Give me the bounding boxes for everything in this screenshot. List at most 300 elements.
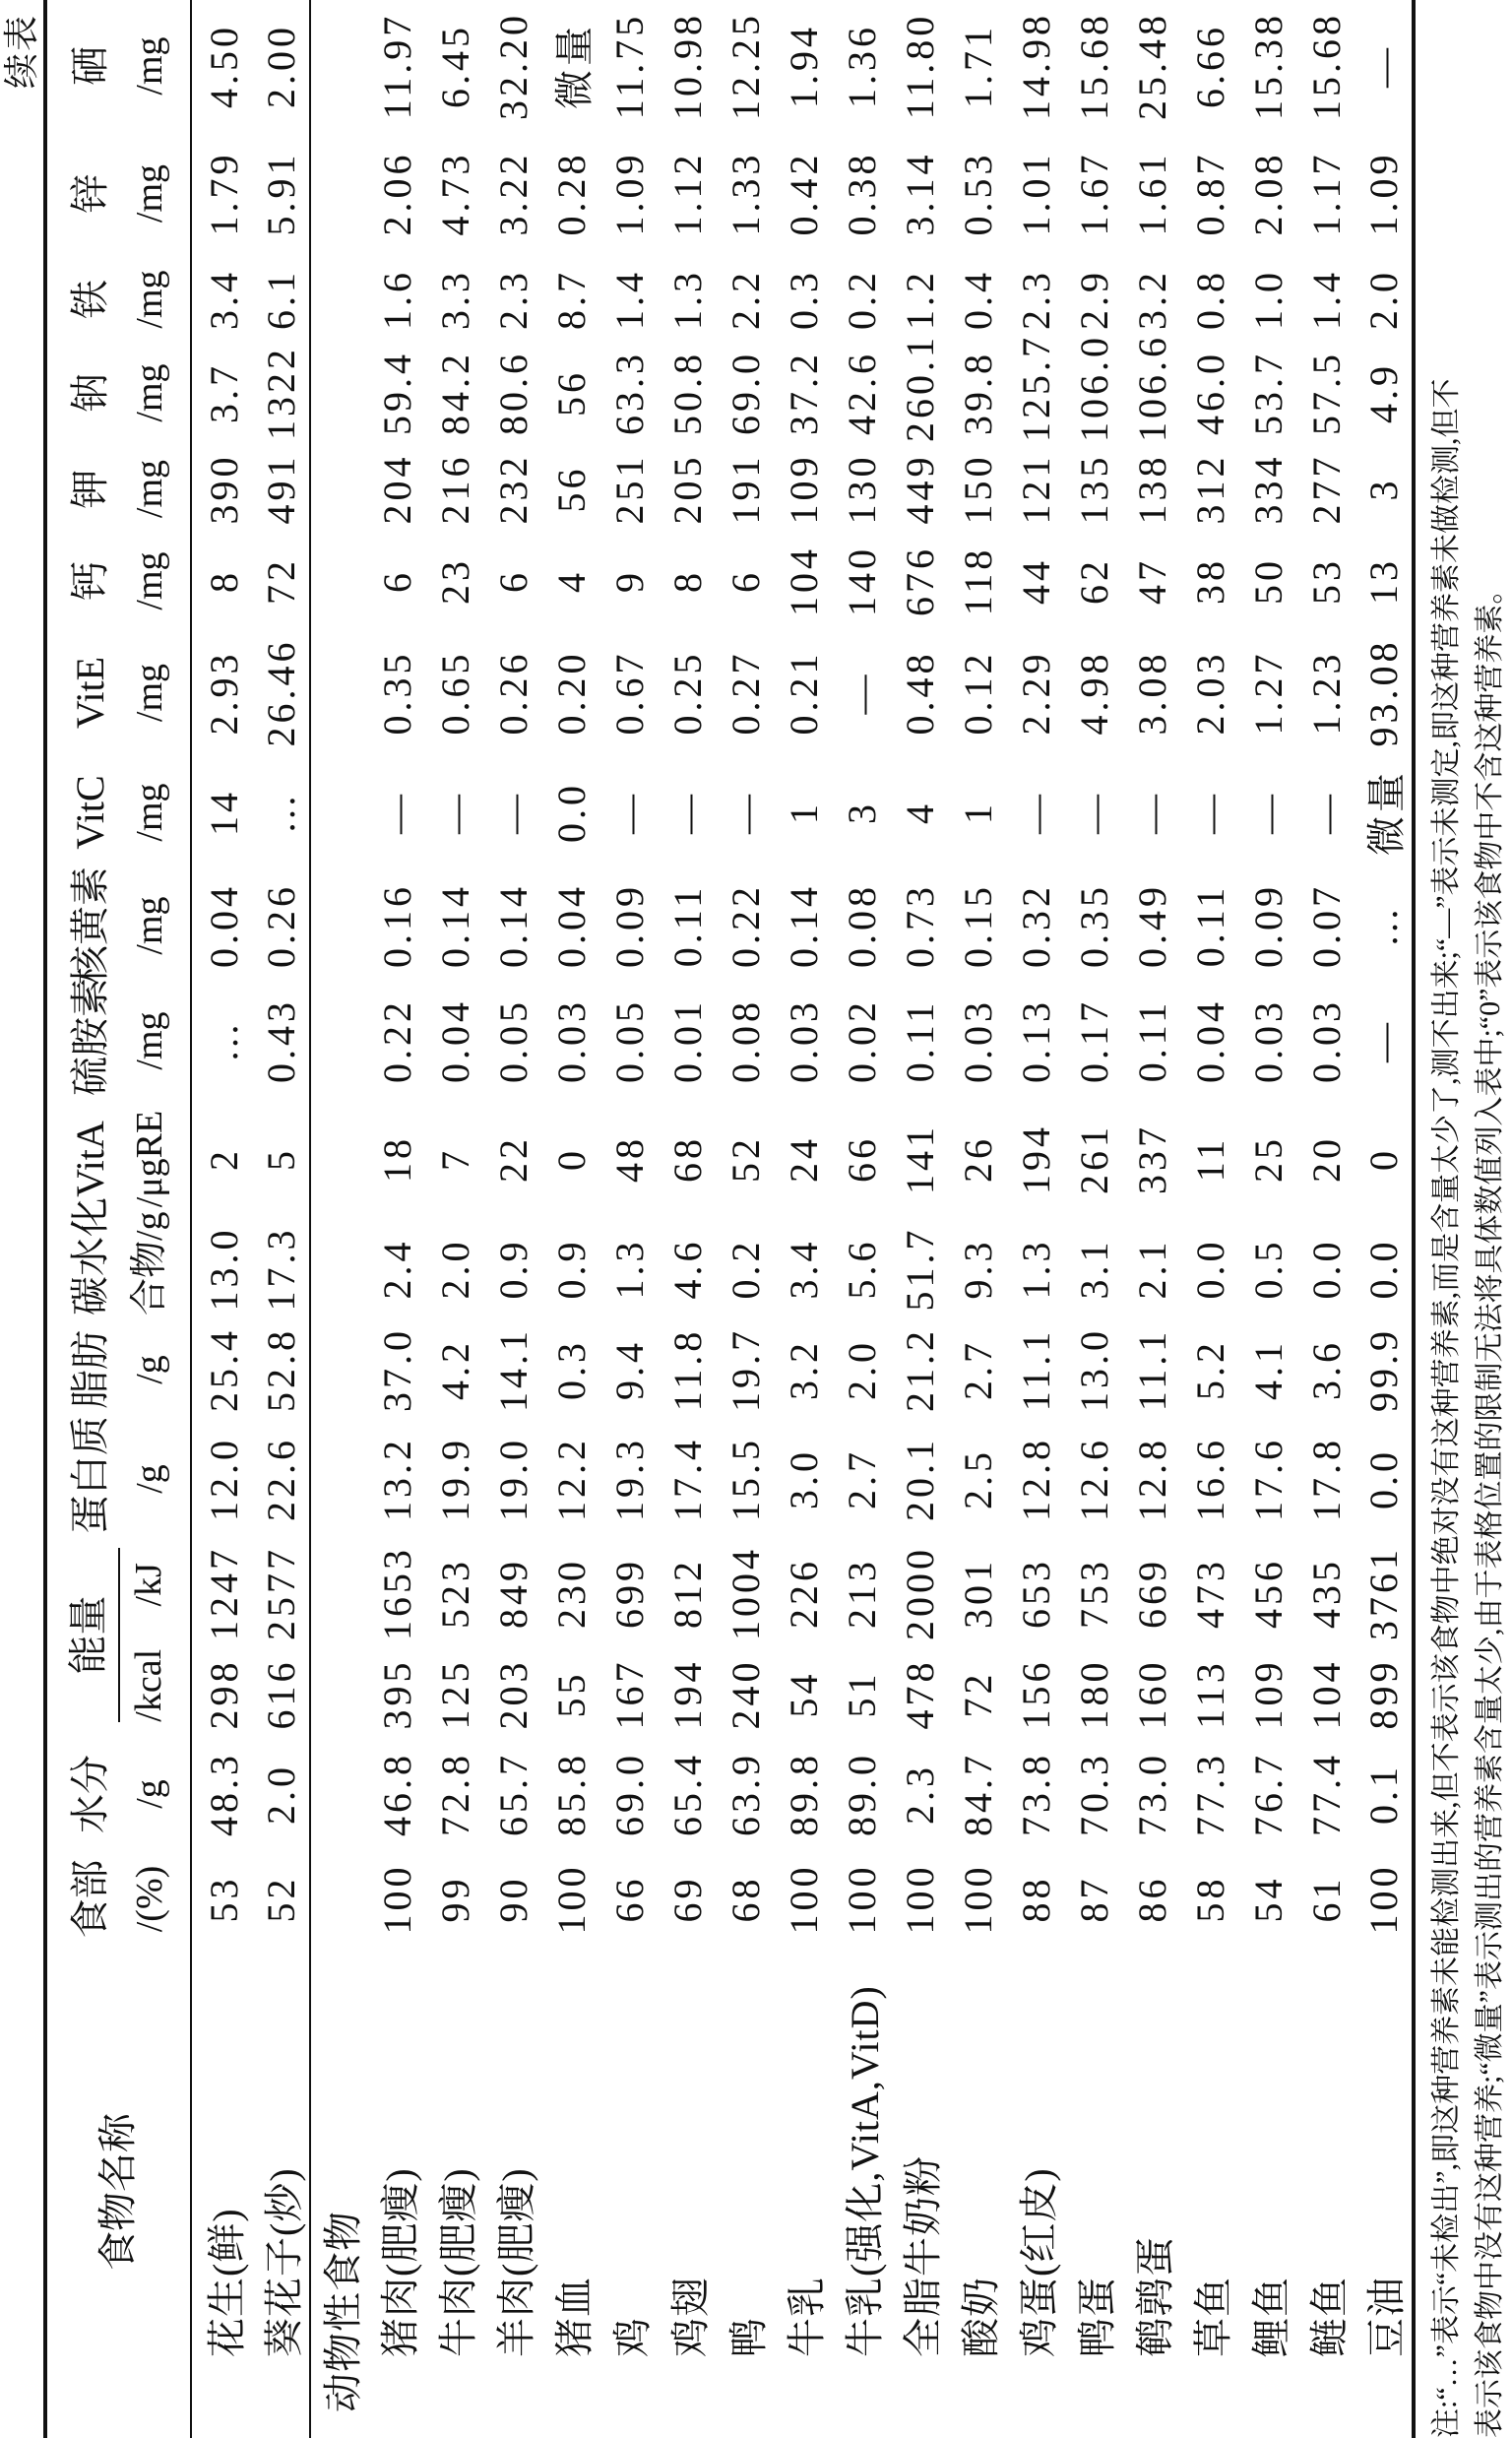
table-row bbox=[1007, 0, 1065, 2438]
table-cell: 0.9 bbox=[491, 1238, 536, 1300]
col-header-label: 能量 bbox=[59, 1548, 120, 1722]
table-cell: 194 bbox=[665, 1658, 710, 1730]
table-cell: — bbox=[1361, 44, 1406, 88]
col-header-unit: 合物/g bbox=[128, 1211, 170, 1315]
table-cell: 2.7 bbox=[840, 1448, 884, 1509]
table-cell: 72 bbox=[956, 1670, 1000, 1718]
table-cell: 0.26 bbox=[491, 650, 536, 736]
col-header-钙 bbox=[45, 536, 191, 626]
table-cell: 19.3 bbox=[607, 1437, 652, 1521]
col-header-unit: /mg bbox=[128, 1011, 170, 1070]
table-cell: 226 bbox=[782, 1558, 826, 1629]
table-row bbox=[600, 0, 659, 2438]
table-cell: 1.01 bbox=[1014, 151, 1058, 236]
table-cell: 0.14 bbox=[782, 883, 826, 968]
table-cell: 2.5 bbox=[956, 1448, 1000, 1509]
table-cell: 48 bbox=[607, 1135, 652, 1183]
table-cell: 13.0 bbox=[202, 1226, 246, 1312]
table-cell: 11.97 bbox=[375, 12, 419, 120]
table-row bbox=[833, 0, 891, 2438]
table-cell: 53 bbox=[1304, 557, 1349, 605]
table-cell: 15.68 bbox=[1072, 12, 1116, 120]
col-header-unit: /kcal bbox=[127, 1648, 169, 1722]
table-cell: 19.0 bbox=[491, 1437, 536, 1521]
table-cell: 65.7 bbox=[491, 1752, 536, 1836]
table-cell: 20 bbox=[1304, 1135, 1349, 1183]
col-header-label: VitC bbox=[67, 775, 112, 850]
table-cell: 2.3 bbox=[491, 269, 536, 330]
table-cell: 1.61 bbox=[1130, 151, 1174, 236]
table-cell: 32.20 bbox=[491, 12, 536, 120]
table-row bbox=[484, 0, 542, 2438]
table-cell: 0.02 bbox=[840, 998, 884, 1083]
table-cell: 0.3 bbox=[782, 269, 826, 330]
table-row bbox=[775, 0, 833, 2438]
table-cell: 104 bbox=[1304, 1658, 1349, 1730]
table-cell: 150 bbox=[956, 453, 1000, 525]
table-cell: 6 bbox=[724, 569, 768, 593]
table-cell: 63.9 bbox=[724, 1752, 768, 1836]
table-cell: 130 bbox=[840, 453, 884, 525]
col-header-label: 碳水化 bbox=[67, 1197, 112, 1315]
table-cell: 18 bbox=[375, 1135, 419, 1183]
table-cell: 2.03 bbox=[1188, 650, 1232, 736]
table-cell: 3.4 bbox=[202, 269, 246, 330]
table-cell: 80.6 bbox=[491, 351, 536, 435]
section-row bbox=[310, 0, 368, 2438]
table-cell: 14 bbox=[202, 789, 246, 836]
table-cell: 0.03 bbox=[549, 998, 594, 1083]
table-cell: 12.6 bbox=[1072, 1437, 1116, 1521]
table-cell: 8.7 bbox=[549, 269, 594, 330]
table-cell: 0.4 bbox=[956, 269, 1000, 330]
table-cell: 106.6 bbox=[1130, 334, 1174, 442]
table-cell: 298 bbox=[202, 1658, 246, 1730]
table-cell: 37.2 bbox=[782, 351, 826, 435]
col-header-unit: /(%) bbox=[128, 1865, 170, 1933]
table-cell: 100 bbox=[840, 1863, 884, 1935]
table-cell: 1.12 bbox=[665, 151, 710, 236]
table-cell: — bbox=[1304, 791, 1349, 834]
table-cell: 0.2 bbox=[840, 269, 884, 330]
table-cell: 2000 bbox=[898, 1546, 942, 1640]
table-cell: 46.8 bbox=[375, 1752, 419, 1836]
header-row bbox=[45, 0, 191, 2438]
table-cell: 2.3 bbox=[1014, 269, 1058, 330]
table-cell: 0.2 bbox=[724, 1238, 768, 1300]
table-cell: 99.9 bbox=[1361, 1327, 1406, 1412]
col-header-label: 核黄素 bbox=[67, 866, 112, 985]
table-cell: 1.3 bbox=[607, 1238, 652, 1300]
table-cell: 194 bbox=[1014, 1123, 1058, 1194]
food-name: 草鱼 bbox=[1191, 2277, 1235, 2357]
table-cell: 17.4 bbox=[665, 1437, 710, 1521]
table-cell: 3.14 bbox=[898, 151, 942, 236]
table-cell: 1.94 bbox=[782, 24, 826, 108]
table-cell: — bbox=[1130, 791, 1174, 834]
table-cell: 89.8 bbox=[782, 1752, 826, 1836]
table-cell: 2.00 bbox=[258, 24, 303, 108]
table-cell: 3.4 bbox=[782, 1238, 826, 1300]
table-cell: 15.68 bbox=[1304, 12, 1349, 120]
table-cell: 53.7 bbox=[1246, 351, 1291, 435]
col-header-unit: /g bbox=[128, 1779, 170, 1809]
continued-table-label: 续表 bbox=[2, 14, 41, 90]
table-cell: — bbox=[375, 791, 419, 834]
col-header-label: 锌 bbox=[67, 173, 112, 214]
col-header-unit: /mg bbox=[128, 36, 170, 96]
table-cell: 22 bbox=[491, 1135, 536, 1183]
table-cell: 2.0 bbox=[1361, 269, 1406, 330]
table-cell: 0.53 bbox=[956, 151, 1000, 236]
table-cell: — bbox=[491, 791, 536, 834]
table-cell: 0 bbox=[549, 1147, 594, 1171]
table-cell: 12.8 bbox=[1130, 1437, 1174, 1521]
table-cell: 39.8 bbox=[956, 351, 1000, 435]
col-header-蛋白质 bbox=[45, 1416, 191, 1534]
table-cell: 73.8 bbox=[1014, 1752, 1058, 1836]
food-name: 猪肉(肥瘦) bbox=[378, 2167, 422, 2357]
table-cell: 0.73 bbox=[898, 883, 942, 968]
table-cell: 0.08 bbox=[840, 883, 884, 968]
table-cell: 456 bbox=[1246, 1558, 1291, 1629]
table-cell: 0.03 bbox=[1304, 998, 1349, 1083]
table-cell: 52 bbox=[724, 1135, 768, 1183]
table-cell: 11.1 bbox=[1130, 1327, 1174, 1412]
table-cell: 77.3 bbox=[1188, 1752, 1232, 1836]
table-cell: — bbox=[607, 791, 652, 834]
table-cell: 699 bbox=[607, 1558, 652, 1629]
table-cell: 37.0 bbox=[375, 1327, 419, 1412]
table-cell: 0.0 bbox=[549, 782, 594, 843]
table-cell: 1.09 bbox=[1361, 151, 1406, 236]
table-cell: 2.1 bbox=[1130, 1238, 1174, 1300]
table-cell: 58 bbox=[1188, 1875, 1232, 1923]
table-cell: 100 bbox=[549, 1863, 594, 1935]
table-cell: 3 bbox=[1361, 477, 1406, 501]
table-cell: 167 bbox=[607, 1658, 652, 1730]
col-header-铁 bbox=[45, 255, 191, 344]
table-row bbox=[891, 0, 949, 2438]
table-row bbox=[659, 0, 717, 2438]
col-header-label: 铁 bbox=[67, 280, 112, 319]
table-cell: 1.36 bbox=[840, 24, 884, 108]
table-cell: 0.05 bbox=[607, 998, 652, 1083]
col-header-unit: /mg bbox=[128, 363, 170, 422]
table-cell: 0.22 bbox=[375, 998, 419, 1083]
table-cell: 8 bbox=[202, 569, 246, 593]
col-header-unit: /mg bbox=[128, 551, 170, 610]
table-cell: 100 bbox=[375, 1863, 419, 1935]
food-name: 鲢鱼 bbox=[1307, 2277, 1352, 2357]
table-cell: 216 bbox=[433, 453, 477, 525]
table-cell: 0.03 bbox=[782, 998, 826, 1083]
table-cell: 337 bbox=[1130, 1123, 1174, 1194]
col-header-钠 bbox=[45, 344, 191, 442]
table-cell: 106.0 bbox=[1072, 334, 1116, 442]
table-cell: 100 bbox=[1361, 1863, 1406, 1935]
table-cell: 0.03 bbox=[1246, 998, 1291, 1083]
table-cell: 0.1 bbox=[1361, 1764, 1406, 1825]
table-cell: 86 bbox=[1130, 1875, 1174, 1923]
table-cell: 1004 bbox=[724, 1546, 768, 1640]
table-cell: — bbox=[724, 791, 768, 834]
table-row bbox=[542, 0, 600, 2438]
table-cell: 66 bbox=[840, 1135, 884, 1183]
table-cell: 0.16 bbox=[375, 883, 419, 968]
table-cell: 0.04 bbox=[433, 998, 477, 1083]
table-cell: 55 bbox=[549, 1670, 594, 1718]
table-cell: 301 bbox=[956, 1558, 1000, 1629]
table-row bbox=[1123, 0, 1181, 2438]
col-header-食物名称 bbox=[45, 1946, 191, 2438]
table-cell: — bbox=[1246, 791, 1291, 834]
table-cell: 52 bbox=[258, 1875, 303, 1923]
table-cell: 2 bbox=[202, 1147, 246, 1171]
table-cell: 1.2 bbox=[898, 269, 942, 330]
table-cell: 50 bbox=[1246, 557, 1291, 605]
table-cell: 1 bbox=[782, 801, 826, 824]
table-cell: 2.0 bbox=[840, 1339, 884, 1400]
col-header-label: 蛋白质 bbox=[67, 1416, 112, 1534]
table-cell: 0.14 bbox=[491, 883, 536, 968]
table-cell: 48.3 bbox=[202, 1752, 246, 1836]
table-cell: 0.11 bbox=[665, 883, 710, 968]
table-cell: 3 bbox=[840, 801, 884, 824]
col-header-锌 bbox=[45, 132, 191, 255]
table-cell: 0 bbox=[1361, 1147, 1406, 1171]
table-cell: 4.98 bbox=[1072, 650, 1116, 736]
col-header-label: VitE bbox=[67, 656, 112, 730]
table-cell: 0.09 bbox=[607, 883, 652, 968]
table-cell: 449 bbox=[898, 453, 942, 525]
col-header-能量 bbox=[45, 1534, 191, 1736]
table-cell: 5.6 bbox=[840, 1238, 884, 1300]
col-header-unit: /g bbox=[128, 1464, 170, 1494]
table-cell: 435 bbox=[1304, 1558, 1349, 1629]
table-cell: 0.09 bbox=[1246, 883, 1291, 968]
table-cell: 0.28 bbox=[549, 151, 594, 236]
col-header-碳水化 bbox=[45, 1197, 191, 1315]
table-cell: 1.79 bbox=[202, 151, 246, 236]
col-header-label: 脂肪 bbox=[67, 1330, 112, 1409]
table-cell: 11.8 bbox=[665, 1327, 710, 1412]
table-cell: 93.08 bbox=[1361, 638, 1406, 747]
table-cell: 66 bbox=[607, 1875, 652, 1923]
table-cell: 46.0 bbox=[1188, 351, 1232, 435]
table-cell: 240 bbox=[724, 1658, 768, 1730]
table-cell: 12.25 bbox=[724, 12, 768, 120]
table-cell: 0.27 bbox=[724, 650, 768, 736]
table-cell: 3.2 bbox=[1130, 269, 1174, 330]
table-cell: … bbox=[202, 1019, 246, 1062]
table-row bbox=[1239, 0, 1297, 2438]
table-cell: 2.0 bbox=[258, 1764, 303, 1825]
table-row bbox=[1355, 0, 1414, 2438]
col-header-label: 硫胺素 bbox=[67, 978, 112, 1096]
table-cell: 63.3 bbox=[607, 351, 652, 435]
table-cell: 0.07 bbox=[1304, 883, 1349, 968]
table-cell: 138 bbox=[1130, 453, 1174, 525]
food-name: 鸭 bbox=[726, 2317, 771, 2357]
table-cell: 11 bbox=[1188, 1135, 1232, 1183]
table-cell: 669 bbox=[1130, 1558, 1174, 1629]
table-cell: 56 bbox=[549, 465, 594, 513]
table-cell: 19.7 bbox=[724, 1327, 768, 1412]
table-cell: 47 bbox=[1130, 557, 1174, 605]
table-cell: 2.7 bbox=[956, 1339, 1000, 1400]
table-cell: 0.43 bbox=[258, 998, 303, 1083]
table-cell: 62 bbox=[1072, 557, 1116, 605]
table-cell: 1.3 bbox=[1014, 1238, 1058, 1300]
table-cell: 24 bbox=[782, 1135, 826, 1183]
table-cell: 232 bbox=[491, 453, 536, 525]
table-cell: 0.13 bbox=[1014, 998, 1058, 1083]
table-cell: 491 bbox=[258, 453, 303, 525]
table-cell: 3.2 bbox=[782, 1339, 826, 1400]
table-cell: 3.1 bbox=[1072, 1238, 1116, 1300]
table-cell: 0.03 bbox=[956, 998, 1000, 1083]
table-cell: 65.4 bbox=[665, 1752, 710, 1836]
table-cell: 3.6 bbox=[1304, 1339, 1349, 1400]
table-cell: 156 bbox=[1014, 1658, 1058, 1730]
col-header-水分 bbox=[45, 1736, 191, 1852]
table-cell: — bbox=[1361, 1019, 1406, 1062]
table-cell: 12.2 bbox=[549, 1437, 594, 1521]
table-cell: 0.01 bbox=[665, 998, 710, 1083]
table-cell: 4.1 bbox=[1246, 1339, 1291, 1400]
table-cell: 0.9 bbox=[549, 1238, 594, 1300]
table-cell: 0.04 bbox=[549, 883, 594, 968]
col-header-unit: /mg bbox=[128, 663, 170, 723]
table-cell: 56 bbox=[549, 369, 594, 417]
table-cell: 21.2 bbox=[898, 1327, 942, 1412]
table-cell: 5.91 bbox=[258, 151, 303, 236]
table-cell: 100 bbox=[956, 1863, 1000, 1935]
table-cell: 0.26 bbox=[258, 883, 303, 968]
note-line-2: 表示该食物中没有这种营养;“微量”表示测出的营养素含量太少,由于表格位置的限制无法将具体数值列入表中;“0”表示该食物中不含这种营养素。 bbox=[1474, 574, 1506, 2438]
table-cell: 473 bbox=[1188, 1558, 1232, 1629]
food-name: 猪血 bbox=[552, 2277, 597, 2357]
table-cell: — bbox=[1014, 791, 1058, 834]
col-header-subunits bbox=[120, 1534, 177, 1736]
section-title: 动物性食物 bbox=[310, 0, 368, 2438]
table-cell: 0.49 bbox=[1130, 883, 1174, 968]
table-cell: 2.9 bbox=[1072, 269, 1116, 330]
col-header-label: 食物名称 bbox=[94, 2113, 140, 2271]
col-header-脂肪 bbox=[45, 1315, 191, 1424]
table-cell: 72.8 bbox=[433, 1752, 477, 1836]
col-header-硒 bbox=[45, 0, 191, 132]
col-header-unit: /mg bbox=[128, 783, 170, 842]
table-cell: 4 bbox=[549, 569, 594, 593]
table-cell: 16.6 bbox=[1188, 1437, 1232, 1521]
food-name: 葵花子(炒) bbox=[261, 2167, 306, 2357]
table-row bbox=[717, 0, 775, 2438]
table-cell: 9.3 bbox=[956, 1238, 1000, 1300]
table-cell: 9.4 bbox=[607, 1339, 652, 1400]
table-cell: 25.4 bbox=[202, 1327, 246, 1412]
table-cell: 1653 bbox=[375, 1546, 419, 1640]
table-cell: 52.8 bbox=[258, 1327, 303, 1412]
table-cell: 25.48 bbox=[1130, 12, 1174, 120]
table-cell: 68 bbox=[724, 1875, 768, 1923]
table-cell: 2.93 bbox=[202, 650, 246, 736]
table-cell: 3761 bbox=[1361, 1546, 1406, 1640]
col-header-VitC bbox=[45, 759, 191, 866]
table-cell: 0.87 bbox=[1188, 151, 1232, 236]
table-cell: 17.3 bbox=[258, 1226, 303, 1312]
table-cell: 7 bbox=[433, 1147, 477, 1171]
table-cell: 3.7 bbox=[202, 362, 246, 423]
food-name: 鸡蛋(红皮) bbox=[1017, 2167, 1061, 2357]
table-cell: 50.8 bbox=[665, 351, 710, 435]
table-cell: 109 bbox=[782, 453, 826, 525]
table-cell: 51 bbox=[840, 1670, 884, 1718]
table-cell: 68 bbox=[665, 1135, 710, 1183]
table-header bbox=[45, 0, 191, 2438]
table-cell: 87 bbox=[1072, 1875, 1116, 1923]
table-cell: 23 bbox=[433, 557, 477, 605]
table-cell: 204 bbox=[375, 453, 419, 525]
table-cell: 38 bbox=[1188, 557, 1232, 605]
table-cell: 0.25 bbox=[665, 650, 710, 736]
table-cell: 653 bbox=[1014, 1558, 1058, 1629]
table-cell: 26 bbox=[956, 1135, 1000, 1183]
food-name: 鲤鱼 bbox=[1249, 2277, 1293, 2357]
table-cell: 6 bbox=[491, 569, 536, 593]
table-cell: 1.3 bbox=[665, 269, 710, 330]
food-name: 羊肉(肥瘦) bbox=[494, 2167, 538, 2357]
table-body bbox=[191, 0, 1414, 2438]
table-cell: 0.05 bbox=[491, 998, 536, 1083]
table-cell: 73.0 bbox=[1130, 1752, 1174, 1836]
table-cell: 1.71 bbox=[956, 24, 1000, 108]
table-cell: 5.2 bbox=[1188, 1339, 1232, 1400]
table-cell: 1.17 bbox=[1304, 151, 1349, 236]
table-row bbox=[191, 0, 252, 2438]
col-header-unit: /mg bbox=[128, 270, 170, 329]
table-cell: 2.3 bbox=[898, 1764, 942, 1825]
table-cell: 微量 bbox=[1364, 769, 1409, 856]
table-cell: 0.48 bbox=[898, 650, 942, 736]
table-cell: 1.23 bbox=[1304, 650, 1349, 736]
table-cell: 395 bbox=[375, 1658, 419, 1730]
nutrition-table bbox=[43, 0, 1416, 2438]
table-cell: 0.04 bbox=[1188, 998, 1232, 1083]
table-cell: 205 bbox=[665, 453, 710, 525]
table-cell: 2.2 bbox=[724, 269, 768, 330]
table-cell: 1.67 bbox=[1072, 151, 1116, 236]
table-cell: 0.5 bbox=[1246, 1238, 1291, 1300]
table-cell: … bbox=[258, 791, 303, 834]
table-cell: 89.0 bbox=[840, 1752, 884, 1836]
table-cell: 191 bbox=[724, 453, 768, 525]
table-cell: 4.9 bbox=[1361, 362, 1406, 423]
table-cell: 0.22 bbox=[724, 883, 768, 968]
table-cell: 6.66 bbox=[1188, 24, 1232, 108]
col-header-unit: /μgRE bbox=[128, 1110, 170, 1208]
table-cell: 0.11 bbox=[898, 998, 942, 1083]
table-cell: 0.35 bbox=[1072, 883, 1116, 968]
table-cell: 0.3 bbox=[549, 1339, 594, 1400]
table-cell: 77.4 bbox=[1304, 1752, 1349, 1836]
food-name: 花生(鲜) bbox=[205, 2208, 249, 2357]
table-cell: 753 bbox=[1072, 1558, 1116, 1629]
table-cell: 84.2 bbox=[433, 351, 477, 435]
table-cell: 160 bbox=[1130, 1658, 1174, 1730]
table-cell: 14.1 bbox=[491, 1327, 536, 1412]
